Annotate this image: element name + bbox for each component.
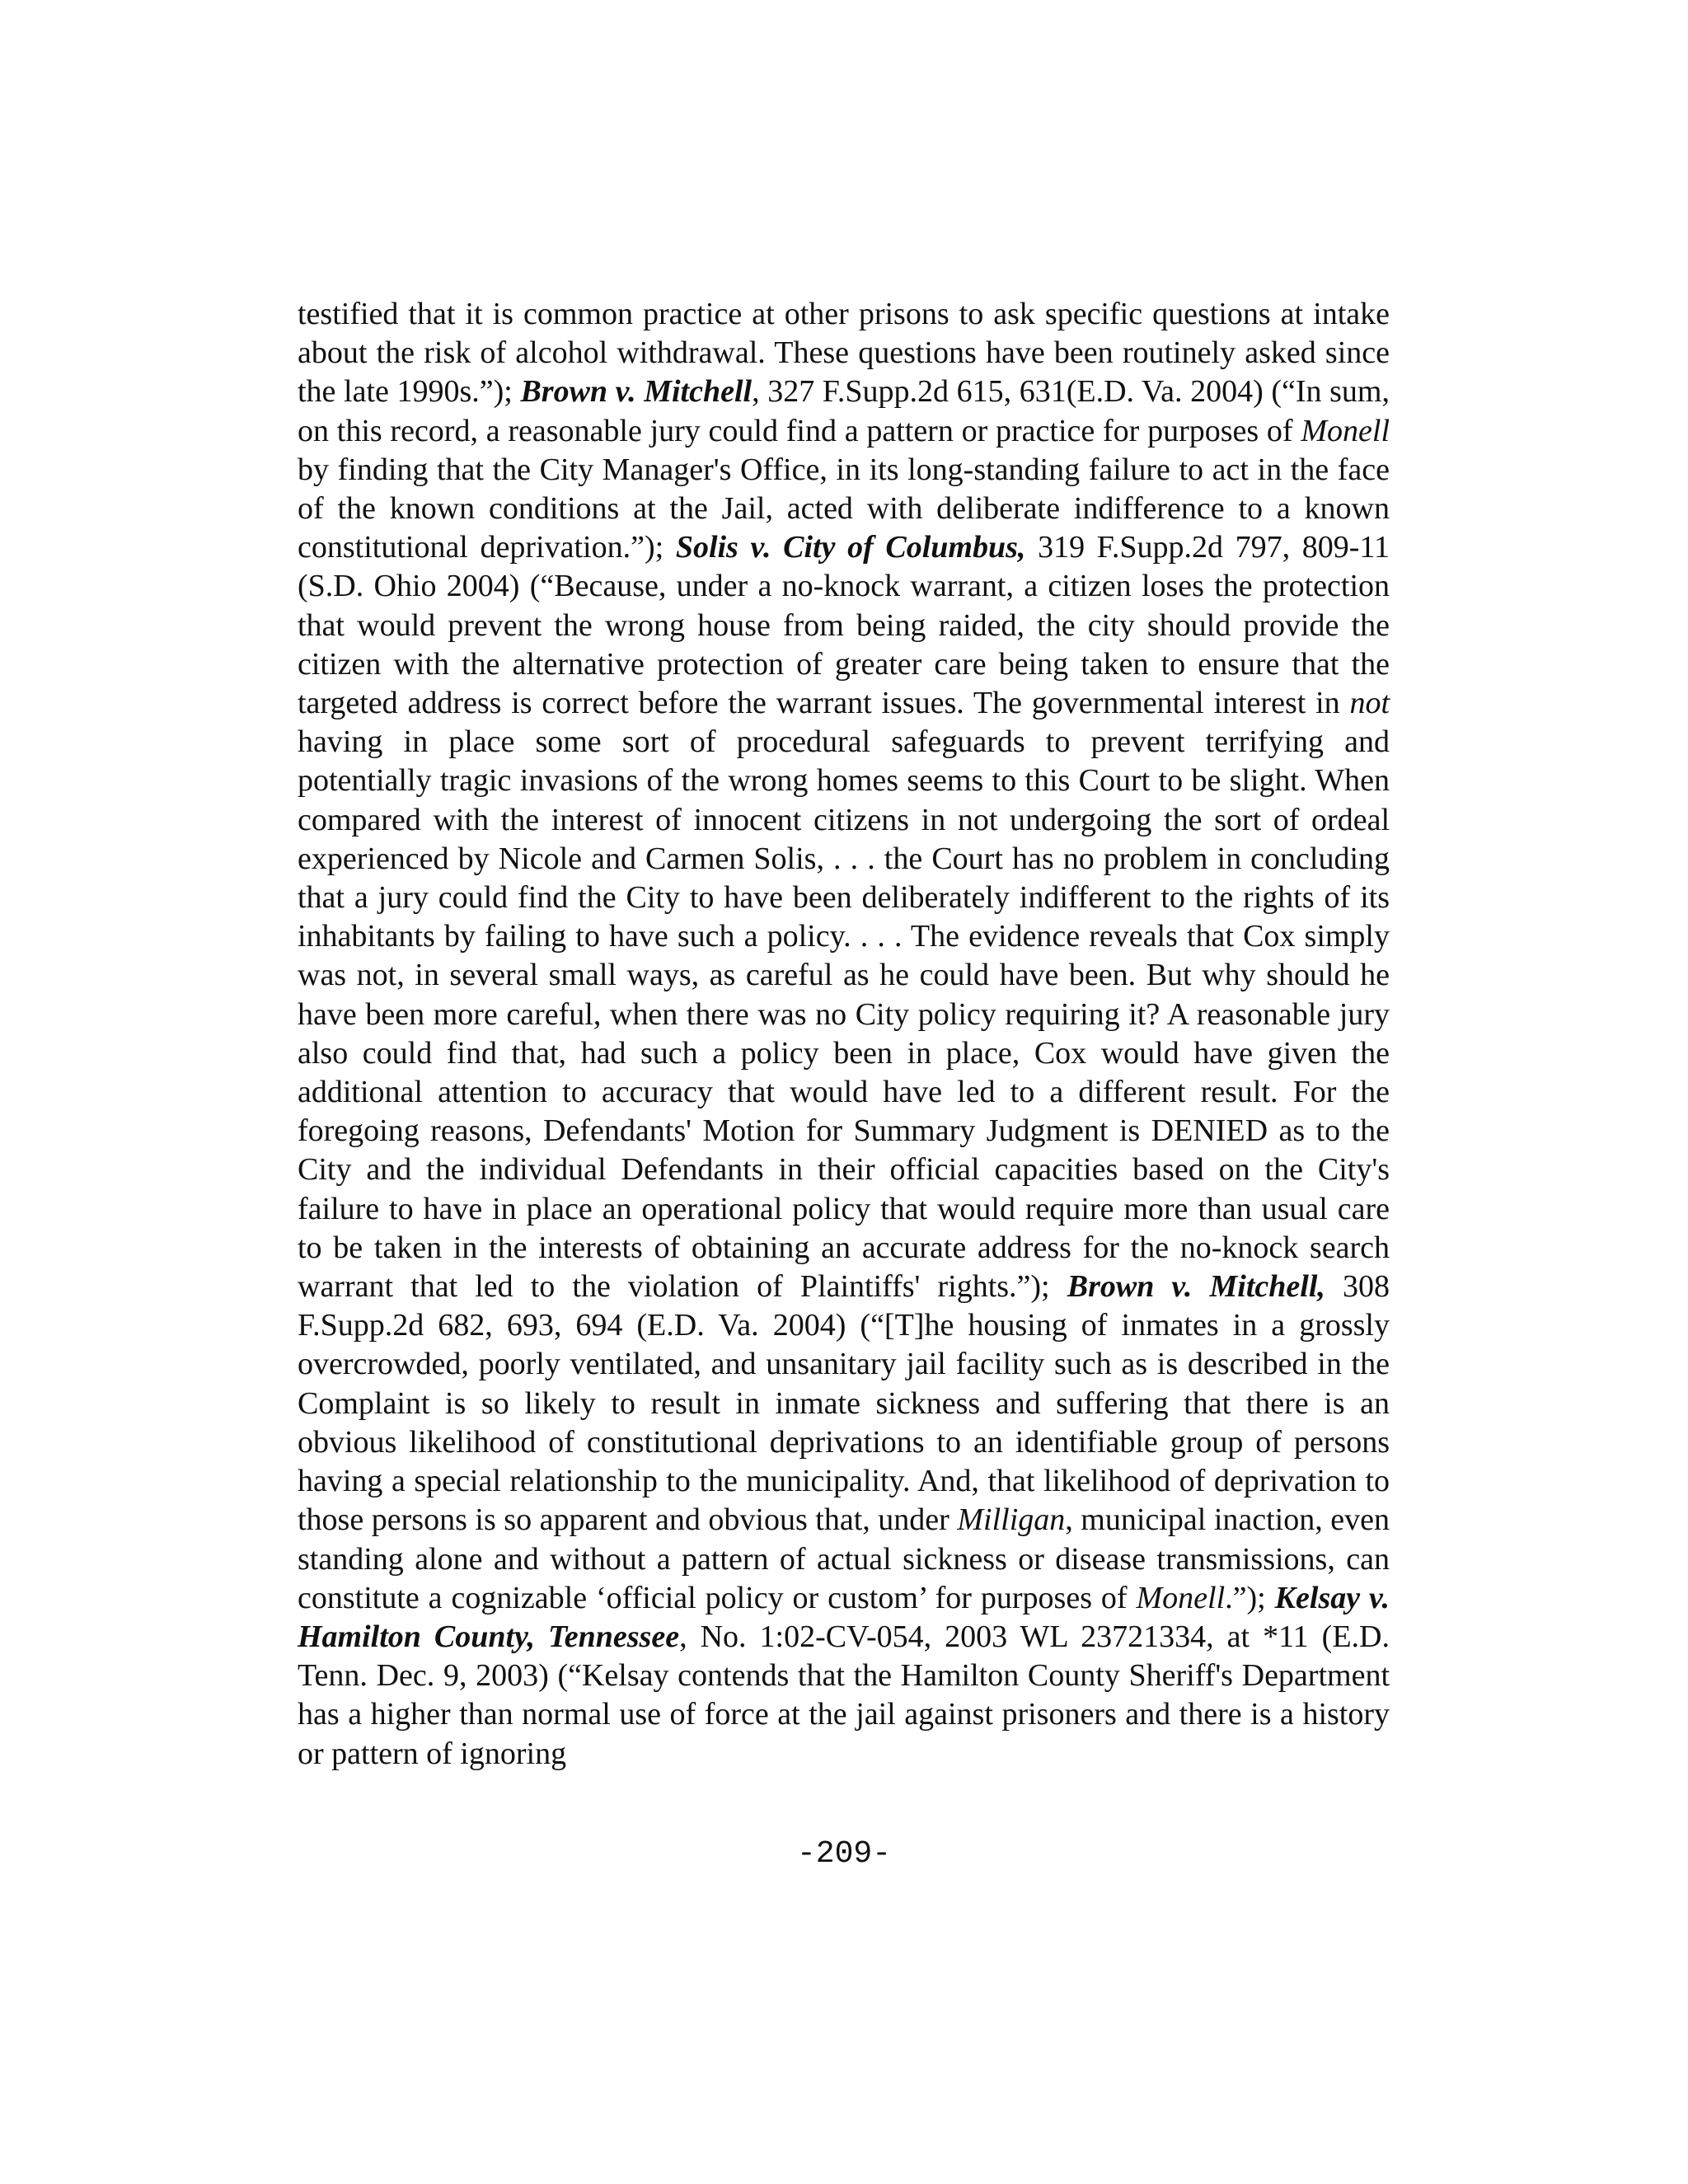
text-run: by finding that the City Manager's Office, in its long-standing failure to act in the face of the known conditions at the Jail, acted with deliberate indifference to a known constitutional deprivation.”); [298,452,1390,565]
text-run: .”); [1225,1580,1275,1615]
body-paragraph [298,295,1390,1774]
case-citation-solis-v-city-of-columbus: Solis v. City of Columbus, [675,530,1026,565]
text-run: having in place some sort of procedural safeguards to prevent terrifying and potentially tragic invasions of the wrong homes seems to this Court to be slight. When compared with the interest of innocent citizens in not undergoing the sort of ordeal experienced by Nicole and Carmen Solis, . . . the Court has no problem in concluding that a jury could find the City to have been deliberately indifferent to the rights of its inhabitants by failing to have such a policy. . . . The evidence reveals that Cox simply was not, in several small ways, as careful as he could have been. But why should he have been more careful, when there was no City policy requiring it? A reasonable jury also could find that, had such a policy been in place, Cox would have given the additional attention to accuracy that would have led to a different result. For the foregoing reasons, Defendants' Motion for Summary Judgment is DENIED as to the City and the individual Defendants in their official capacities based on the City's failure to have in place an operational policy that would require more than usual care to be taken in the interests of obtaining an accurate address for the no-knock search warrant that led to the violation of Plaintiffs' rights.”); [298,724,1390,1305]
text-run: 319 F.Supp.2d 797, 809-11 (S.D. Ohio 2004) (“Because, under a no-knock warrant, a citizen loses the protection that would prevent the wrong house from being raided, the city should provide the citizen with the alternative protection of greater care being taken to ensure that the targeted address is correct before the warrant issues. The governmental interest in [298,530,1390,721]
italic-term-not: not [1349,686,1390,721]
italic-term-milligan: Milligan [957,1502,1066,1538]
page-number: -209- [796,1836,892,1872]
text-run: , No. 1:02-CV-054, 2003 WL 23721334, at *11 (E.D. Tenn. Dec. 9, 2003) (“Kelsay contends that the Hamilton County Sheriff's Department has a higher than normal use of force at the jail against prisoners and there is a history or pattern of ignoring [298,1619,1390,1771]
text-run: 308 F.Supp.2d 682, 693, 694 (E.D. Va. 2004) (“[T]he housing of inmates in a grossly overcrowded, poorly ventilated, and unsanitary jail facility such as is described in the Complaint is so likely to result in inmate sickness and suffering that there is an obvious likelihood of constitutional deprivations to an identifiable group of persons having a special relationship to the municipality. And, that likelihood of deprivation to those persons is so apparent and obvious that, under [298,1269,1390,1538]
italic-term-monell: Monell [1136,1580,1226,1615]
text-run: , 327 F.Supp.2d 615, 631(E.D. Va. 2004) (“In sum, on this record, a reasonable jury could find a pattern or practice for purposes of [298,374,1390,448]
case-citation-brown-v-mitchell-327: Brown v. Mitchell [520,374,753,410]
case-citation-brown-v-mitchell-308: Brown v. Mitchell, [1067,1269,1325,1305]
case-citation-kelsay-v-hamilton-county: Kelsay v. Hamilton County, Tennessee [298,1580,1390,1654]
italic-term-monell: Monell [1301,413,1390,448]
text-run: testified that it is common practice at other prisons to ask specific questions at intake about the risk of alcohol withdrawal. These questions have been routinely asked since the late 1990s.”); [298,297,1390,410]
text-run: , municipal inaction, even standing alone and without a pattern of actual sickness or disease transmissions, can constitute a cognizable ‘official policy or custom’ for purposes of [298,1502,1390,1615]
